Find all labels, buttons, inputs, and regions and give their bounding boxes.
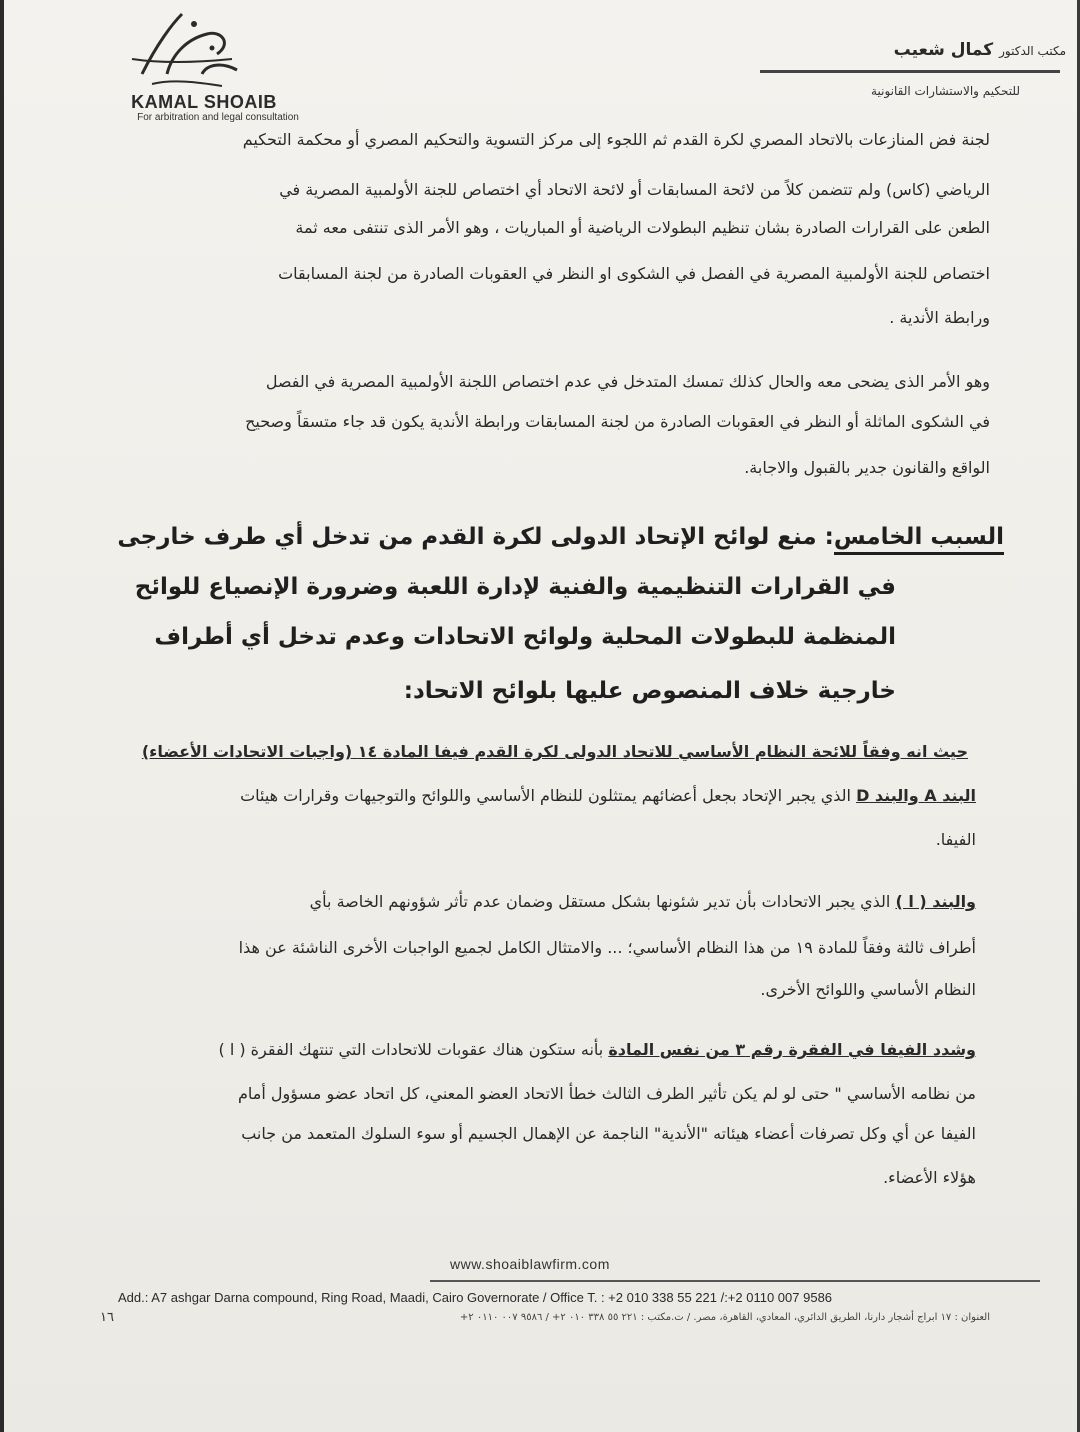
p5-line-3: الفيفا عن أي وكل تصرفات أعضاء هيئاته "الأندية" الناجمة عن الإهمال الجسيم أو سوء السلوك المتعمد من جانب bbox=[241, 1124, 976, 1143]
website-link[interactable]: www.shoaiblawfirm.com bbox=[450, 1256, 610, 1272]
heading-label: السبب الخامس bbox=[834, 524, 1004, 555]
p3-lead: البند A والبند D bbox=[856, 786, 976, 805]
header-rule bbox=[760, 70, 1060, 73]
office-name: كمال شعيب bbox=[893, 40, 994, 60]
heading-rest: : منع لوائح الإتحاد الدولى لكرة القدم من تدخل أي طرف خارجى bbox=[117, 524, 834, 550]
address-english: Add.: A7 ashgar Darna compound, Ring Road, Maadi, Cairo Governorate / Office T. : +2 010 338 55 221 /:+2 0110 007 9586 bbox=[118, 1290, 833, 1305]
heading-line-4: خارجية خلاف المنصوص عليها بلوائح الاتحاد: bbox=[403, 678, 896, 704]
p5-line-1 bbox=[218, 1040, 976, 1059]
p3-line-1: حيث انه وفقاً للائحة النظام الأساسي للاتحاد الدولى لكرة القدم فيفا المادة ١٤ (واجبات الاتحادات الأعضاء) bbox=[141, 742, 968, 761]
p3-line-3: الفيفا. bbox=[935, 830, 976, 849]
p3-line-2 bbox=[240, 786, 976, 805]
p3-line-2-rest: الذي يجبر الإتحاد بجعل أعضائهم يمتثلون للنظام الأساسي واللوائح والتوجيهات وقرارات هيئات bbox=[240, 786, 857, 805]
p5-line-4: هؤلاء الأعضاء. bbox=[883, 1168, 976, 1187]
office-title bbox=[894, 40, 1066, 60]
brand-subtitle: For arbitration and legal consultation bbox=[137, 112, 299, 123]
p4-line-2: أطراف ثالثة وفقاً للمادة ١٩ من هذا النظام الأساسي؛ ... والامتثال الكامل لجميع الواجبات الأخرى الناشئة عن هذا bbox=[238, 938, 976, 957]
p4-lead: والبند ( ا ) bbox=[895, 892, 976, 911]
p5-line-2: من نظامه الأساسي " حتى لو لم يكن تأثير الطرف الثالث خطأ الاتحاد العضو المعني، كل اتحاد عضو مسؤول أمام bbox=[238, 1084, 976, 1103]
scan-edge-left bbox=[0, 0, 4, 1432]
p1-line-4: اختصاص للجنة الأولمبية المصرية في الفصل في الشكوى او النظر في العقوبات الصادرة من لجنة المسابقات bbox=[278, 264, 990, 283]
p5-line-1-rest: بأنه ستكون هناك عقوبات للاتحادات التي تنتهك الفقرة ( ا ) bbox=[218, 1040, 609, 1059]
firm-logo bbox=[72, 4, 299, 124]
brand-name: KAMAL SHOAIB bbox=[131, 92, 277, 112]
p2-line-1: وهو الأمر الذى يضحى معه والحال كذلك تمسك المتدخل في عدم اختصاص اللجنة الأولمبية المصرية في الفصل bbox=[265, 372, 990, 391]
p4-line-1-rest: الذي يجبر الاتحادات بأن تدير شئونها بشكل مستقل وضمان عدم تأثر شؤونهم الخاصة بأي bbox=[309, 892, 896, 911]
p1-line-3: الطعن على القرارات الصادرة بشان تنظيم البطولات الرياضية أو المباريات ، وهو الأمر الذى تنتفى معه ثمة bbox=[295, 218, 990, 237]
footer-rule bbox=[430, 1280, 1040, 1282]
p2-line-2: في الشكوى الماثلة أو النظر في العقوبات الصادرة من لجنة المسابقات ورابطة الأندية يكون قد جاء متسقاً وصحيح bbox=[245, 412, 990, 431]
heading-line-2: في القرارات التنظيمية والفنية لإدارة اللعبة وضرورة الإنصياع للوائح bbox=[134, 574, 896, 600]
p1-line-5: ورابطة الأندية . bbox=[889, 308, 990, 327]
p4-line-3: النظام الأساسي واللوائح الأخرى. bbox=[760, 980, 976, 999]
heading-line-3: المنظمة للبطولات المحلية ولوائح الاتحادات وعدم تدخل أي أطراف bbox=[154, 624, 896, 650]
p1-line-1: لجنة فض المنازعات بالاتحاد المصري لكرة القدم ثم اللجوء إلى مركز التسوية والتحكيم المصري أو محكمة التحكيم bbox=[242, 130, 990, 149]
p4-line-1 bbox=[310, 892, 976, 911]
calligraphy-logo-icon bbox=[112, 4, 252, 94]
office-prefix: مكتب الدكتور bbox=[999, 44, 1066, 58]
page-number: ١٦ bbox=[100, 1310, 114, 1325]
p2-line-3: الواقع والقانون جدير بالقبول والاجابة. bbox=[744, 458, 990, 477]
address-arabic: العنوان : ١٧ ابراج أشجار دارنا، الطريق الدائري، المعادي، القاهرة، مصر. / ت.مكتب : ٢٢١ ٥٥ ٣٣٨ ٠١٠ ٢+ / ٩٥٨٦ ٠٠٧ ٠١١٠ ٢+ bbox=[459, 1312, 990, 1323]
office-tagline: للتحكيم والاستشارات القانونية bbox=[871, 84, 1020, 98]
p5-lead: وشدد الفيفا في الفقرة رقم ٣ من نفس المادة bbox=[608, 1040, 976, 1059]
p1-line-2: الرياضي (كاس) ولم تتضمن كلاً من لائحة المسابقات أو لائحة الاتحاد أي اختصاص للجنة الأولمبية المصرية في bbox=[279, 180, 990, 199]
section-heading bbox=[117, 524, 1004, 550]
